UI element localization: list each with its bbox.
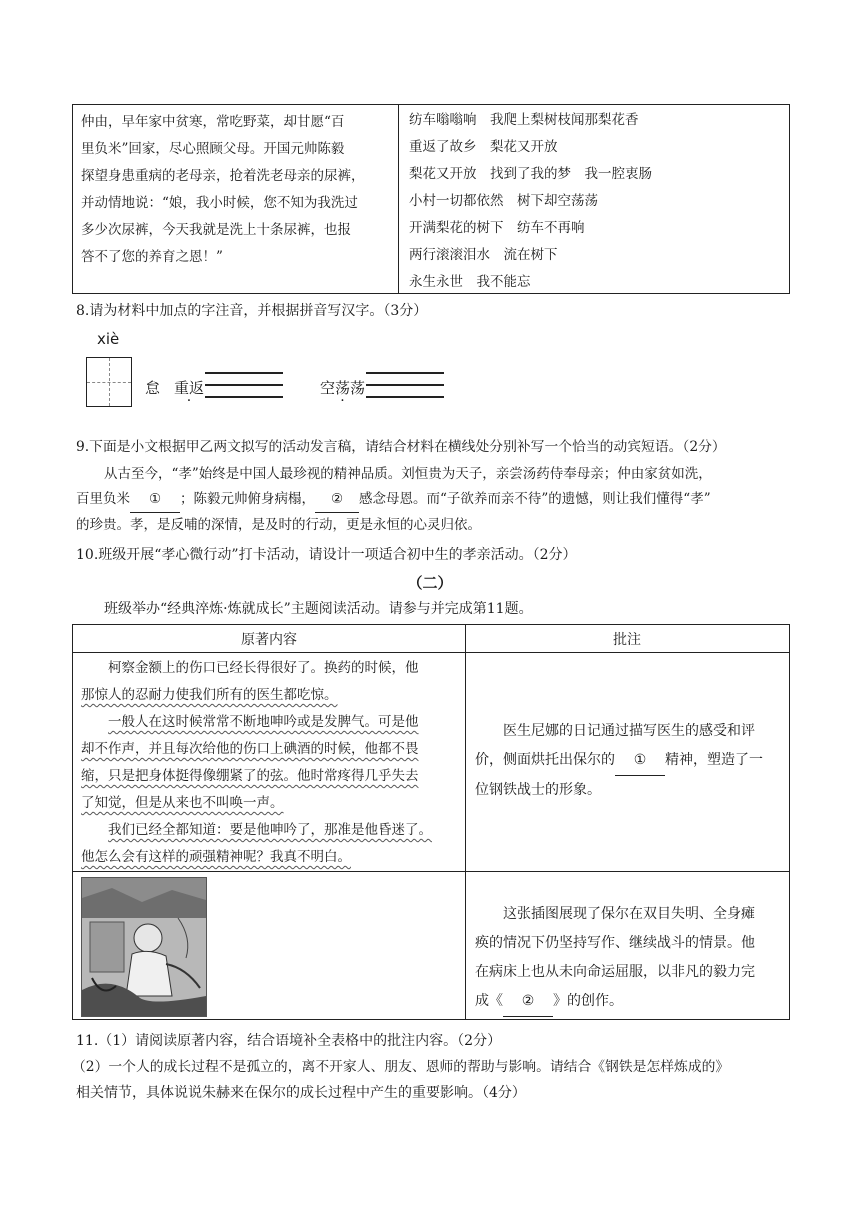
question-11-part-1: 11.（1）请阅读原著内容，结合语境补全表格中的批注内容。（2分）: [76, 1033, 502, 1049]
tianzige-answer-box[interactable]: [86, 357, 132, 407]
wavy-text: 一般人在这时候常常不断地呻吟或是发脾气。可是他: [108, 714, 419, 730]
lyric-line: 开满梨花的树下 纺车不再响: [409, 220, 585, 236]
wavy-text: 他怎么会有这样的顽强精神呢？我真不明白。: [81, 849, 351, 865]
text-line: 柯察金额上的伤口已经长得很好了。换药的时候，他: [108, 660, 419, 676]
material-table: [72, 104, 790, 294]
comment-text: 成《: [475, 993, 503, 1009]
comment-blank-2[interactable]: ②: [503, 987, 553, 1017]
pinyin-label: xiè: [97, 330, 120, 348]
blank-2[interactable]: ②: [315, 487, 359, 513]
lyric-line: 两行滚滚泪水 流在树下: [409, 247, 558, 263]
comment-line: 医生尼娜的日记通过描写医生的感受和评: [503, 723, 755, 739]
comment-text: 价，侧面烘托出保尔的: [475, 752, 615, 768]
comment-cell-1: [475, 717, 787, 805]
speech-line-3: 的珍贵。孝，是反哺的深情，是及时的行动，更是永恒的心灵归依。: [76, 517, 481, 533]
comment-line: 在病床上也从未向命运屈服，以非凡的毅力完: [475, 964, 755, 980]
lyric-line: 重返了故乡 梨花又开放: [409, 139, 558, 155]
char-dai: 怠: [145, 379, 161, 397]
lyric-line: 永生永世 我不能忘: [409, 274, 531, 290]
comment-blank-1[interactable]: ①: [615, 746, 665, 776]
pinyin-answer-lines-2[interactable]: [366, 372, 444, 408]
material-left-line: 里负米”回家，尽心照顾父母。开国元帅陈毅: [81, 141, 345, 157]
illustration-image: [81, 877, 207, 1017]
wavy-text: 了知觉，但是从来也不叫唤一声。: [81, 795, 284, 811]
reading-table: [72, 624, 790, 1020]
speech-text: ；陈毅元帅俯身病榻，: [180, 491, 315, 507]
speech-text: 百里负米: [76, 491, 130, 507]
comment-cell-2: [475, 900, 787, 1017]
material-left-cell: [73, 105, 399, 293]
comment-line: 位钢铁战士的形象。: [475, 782, 601, 798]
material-left-line: 答不了您的养育之恩！”: [81, 249, 223, 265]
section-title: （二）: [407, 574, 453, 592]
comment-text: 》的创作。: [553, 993, 623, 1009]
word-chongfan: 重返: [174, 379, 205, 397]
original-text-cell: [81, 655, 461, 871]
blank-1[interactable]: ①: [130, 487, 180, 513]
wavy-text: 我们已经全都知道：要是他呻吟了，那准是他昏迷了。: [108, 822, 432, 838]
question-8: 8.请为材料中加点的字注音，并根据拼音写汉字。（3分）: [76, 303, 428, 319]
material-left-line: 仲由，早年家中贫寒，常吃野菜，却甘愿“百: [81, 114, 345, 130]
lyric-line: 小村一切都依然 树下却空荡荡: [409, 193, 598, 209]
wavy-text: 却不作声，并且每次给他的伤口上碘酒的时候，他都不畏: [81, 741, 419, 757]
speech-text: 感念母恩。而“子欲养而亲不待”的遗憾，则让我们懂得“孝”: [359, 491, 711, 507]
speech-line-2: [76, 487, 796, 513]
material-left-line: 多少次尿裤，今天我就是洗上十条尿裤，也报: [81, 222, 351, 238]
lyric-line: 纺车嗡嗡响 我爬上梨树枝闻那梨花香: [409, 112, 639, 128]
question-9: 9.下面是小文根据甲乙两文拟写的活动发言稿，请结合材料在横线处分别补写一个恰当的动宾短语。（2分）: [76, 439, 726, 455]
comment-text: 精神，塑造了一: [665, 752, 763, 768]
pinyin-answer-lines-1[interactable]: [205, 372, 283, 408]
wavy-text: 那惊人的忍耐力使我们所有的医生都吃惊。: [81, 687, 338, 703]
illustration-sketch: [82, 878, 206, 1016]
material-left-line: 探望身患重病的老母亲，抢着洗老母亲的尿裤，: [81, 168, 365, 184]
material-right-cell: [399, 105, 789, 295]
lyric-line: 梨花又开放 找到了我的梦 我一腔衷肠: [409, 166, 652, 182]
question-10: 10.班级开展“孝心微行动”打卡活动，请设计一项适合初中生的孝亲活动。（2分）: [76, 547, 577, 563]
question-11-part-2-cont: 相关情节，具体说说朱赫来在保尔的成长过程中产生的重要影响。（4分）: [76, 1085, 526, 1101]
section-intro: 班级举办“经典淬炼·炼就成长”主题阅读活动。请参与并完成第11题。: [104, 601, 533, 617]
question-11-part-2: （2）一个人的成长过程不是孤立的，离不开家人、朋友、恩师的帮助与影响。请结合《钢铁是怎样炼成的》: [72, 1059, 730, 1075]
wavy-text: 缩，只是把身体挺得像绷紧了的弦。他时常疼得几乎失去: [81, 768, 419, 784]
speech-draft: [76, 462, 796, 538]
speech-line-1: 从古至今，“孝”始终是中国人最珍视的精神品质。刘恒贵为天子，亲尝汤药侍奉母亲；仲由家贫如洗，: [104, 466, 712, 482]
comment-line: 这张插图展现了保尔在双目失明、全身瘫: [503, 906, 755, 922]
header-comment: 批注: [613, 632, 641, 648]
word-kongdangdang: 空荡荡: [320, 379, 366, 397]
comment-line: 痪的情况下仍坚持写作、继续战斗的情景。他: [475, 935, 755, 951]
header-original: 原著内容: [241, 632, 297, 648]
table-header: [73, 625, 789, 653]
material-left-line: 并动情地说：“娘，我小时候，您不知为我洗过: [81, 195, 358, 211]
